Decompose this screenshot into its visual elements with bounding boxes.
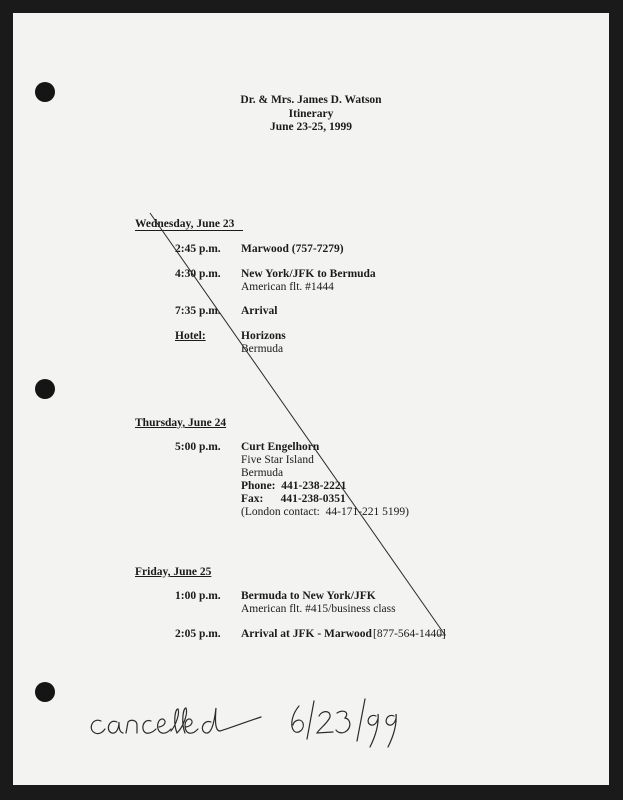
handwritten-cancelled-signature: [91, 708, 261, 734]
london-contact-line: (London contact: 44-171-221 5199): [241, 506, 409, 518]
phone-note: [877-564-1440]: [373, 628, 446, 640]
pen-annotations: [13, 13, 609, 785]
itinerary-title: Dr. & Mrs. James D. Watson: [240, 94, 382, 106]
entry-line: New York/JFK to Bermuda: [241, 268, 376, 280]
entry-line: Horizons: [241, 330, 286, 342]
time-label: 1:00 p.m.: [175, 590, 221, 602]
entry-line: Arrival at JFK - Marwood: [241, 628, 372, 640]
entry-line: Bermuda: [241, 343, 284, 355]
time-label: 7:35 p.m.: [175, 305, 221, 317]
entry-line: Bermuda to New York/JFK: [241, 590, 376, 602]
time-label: 2:45 p.m.: [175, 243, 221, 255]
itinerary-subtitle: Itinerary: [288, 108, 334, 120]
day-heading-thursday: Thursday, June 24: [135, 417, 227, 429]
handwritten-date: [292, 699, 396, 747]
entry-line: Bermuda: [241, 467, 284, 479]
entry-line: American flt. #415/business class: [241, 603, 396, 615]
entry-line: Marwood (757-7279): [241, 243, 344, 255]
entry-line: Curt Engelhorn: [241, 441, 320, 453]
entry-line: Five Star Island: [241, 454, 314, 466]
hotel-label: Hotel:: [175, 330, 206, 342]
entry-line: American flt. #1444: [241, 281, 334, 293]
time-label: 5:00 p.m.: [175, 441, 221, 453]
time-label: 4:30 p.m.: [175, 268, 221, 280]
cancel-strike-line: [150, 213, 445, 635]
document-page: [13, 13, 609, 785]
itinerary-dates: June 23-25, 1999: [269, 121, 353, 133]
day-heading-friday: Friday, June 25: [135, 566, 212, 578]
time-label: 2:05 p.m.: [175, 628, 221, 640]
phone-line: Phone: 441-238-2221: [241, 480, 347, 492]
entry-line: Arrival: [241, 305, 278, 317]
fax-line: Fax: 441-238-0351: [241, 493, 346, 505]
day-heading-wednesday: Wednesday, June 23: [135, 218, 235, 230]
